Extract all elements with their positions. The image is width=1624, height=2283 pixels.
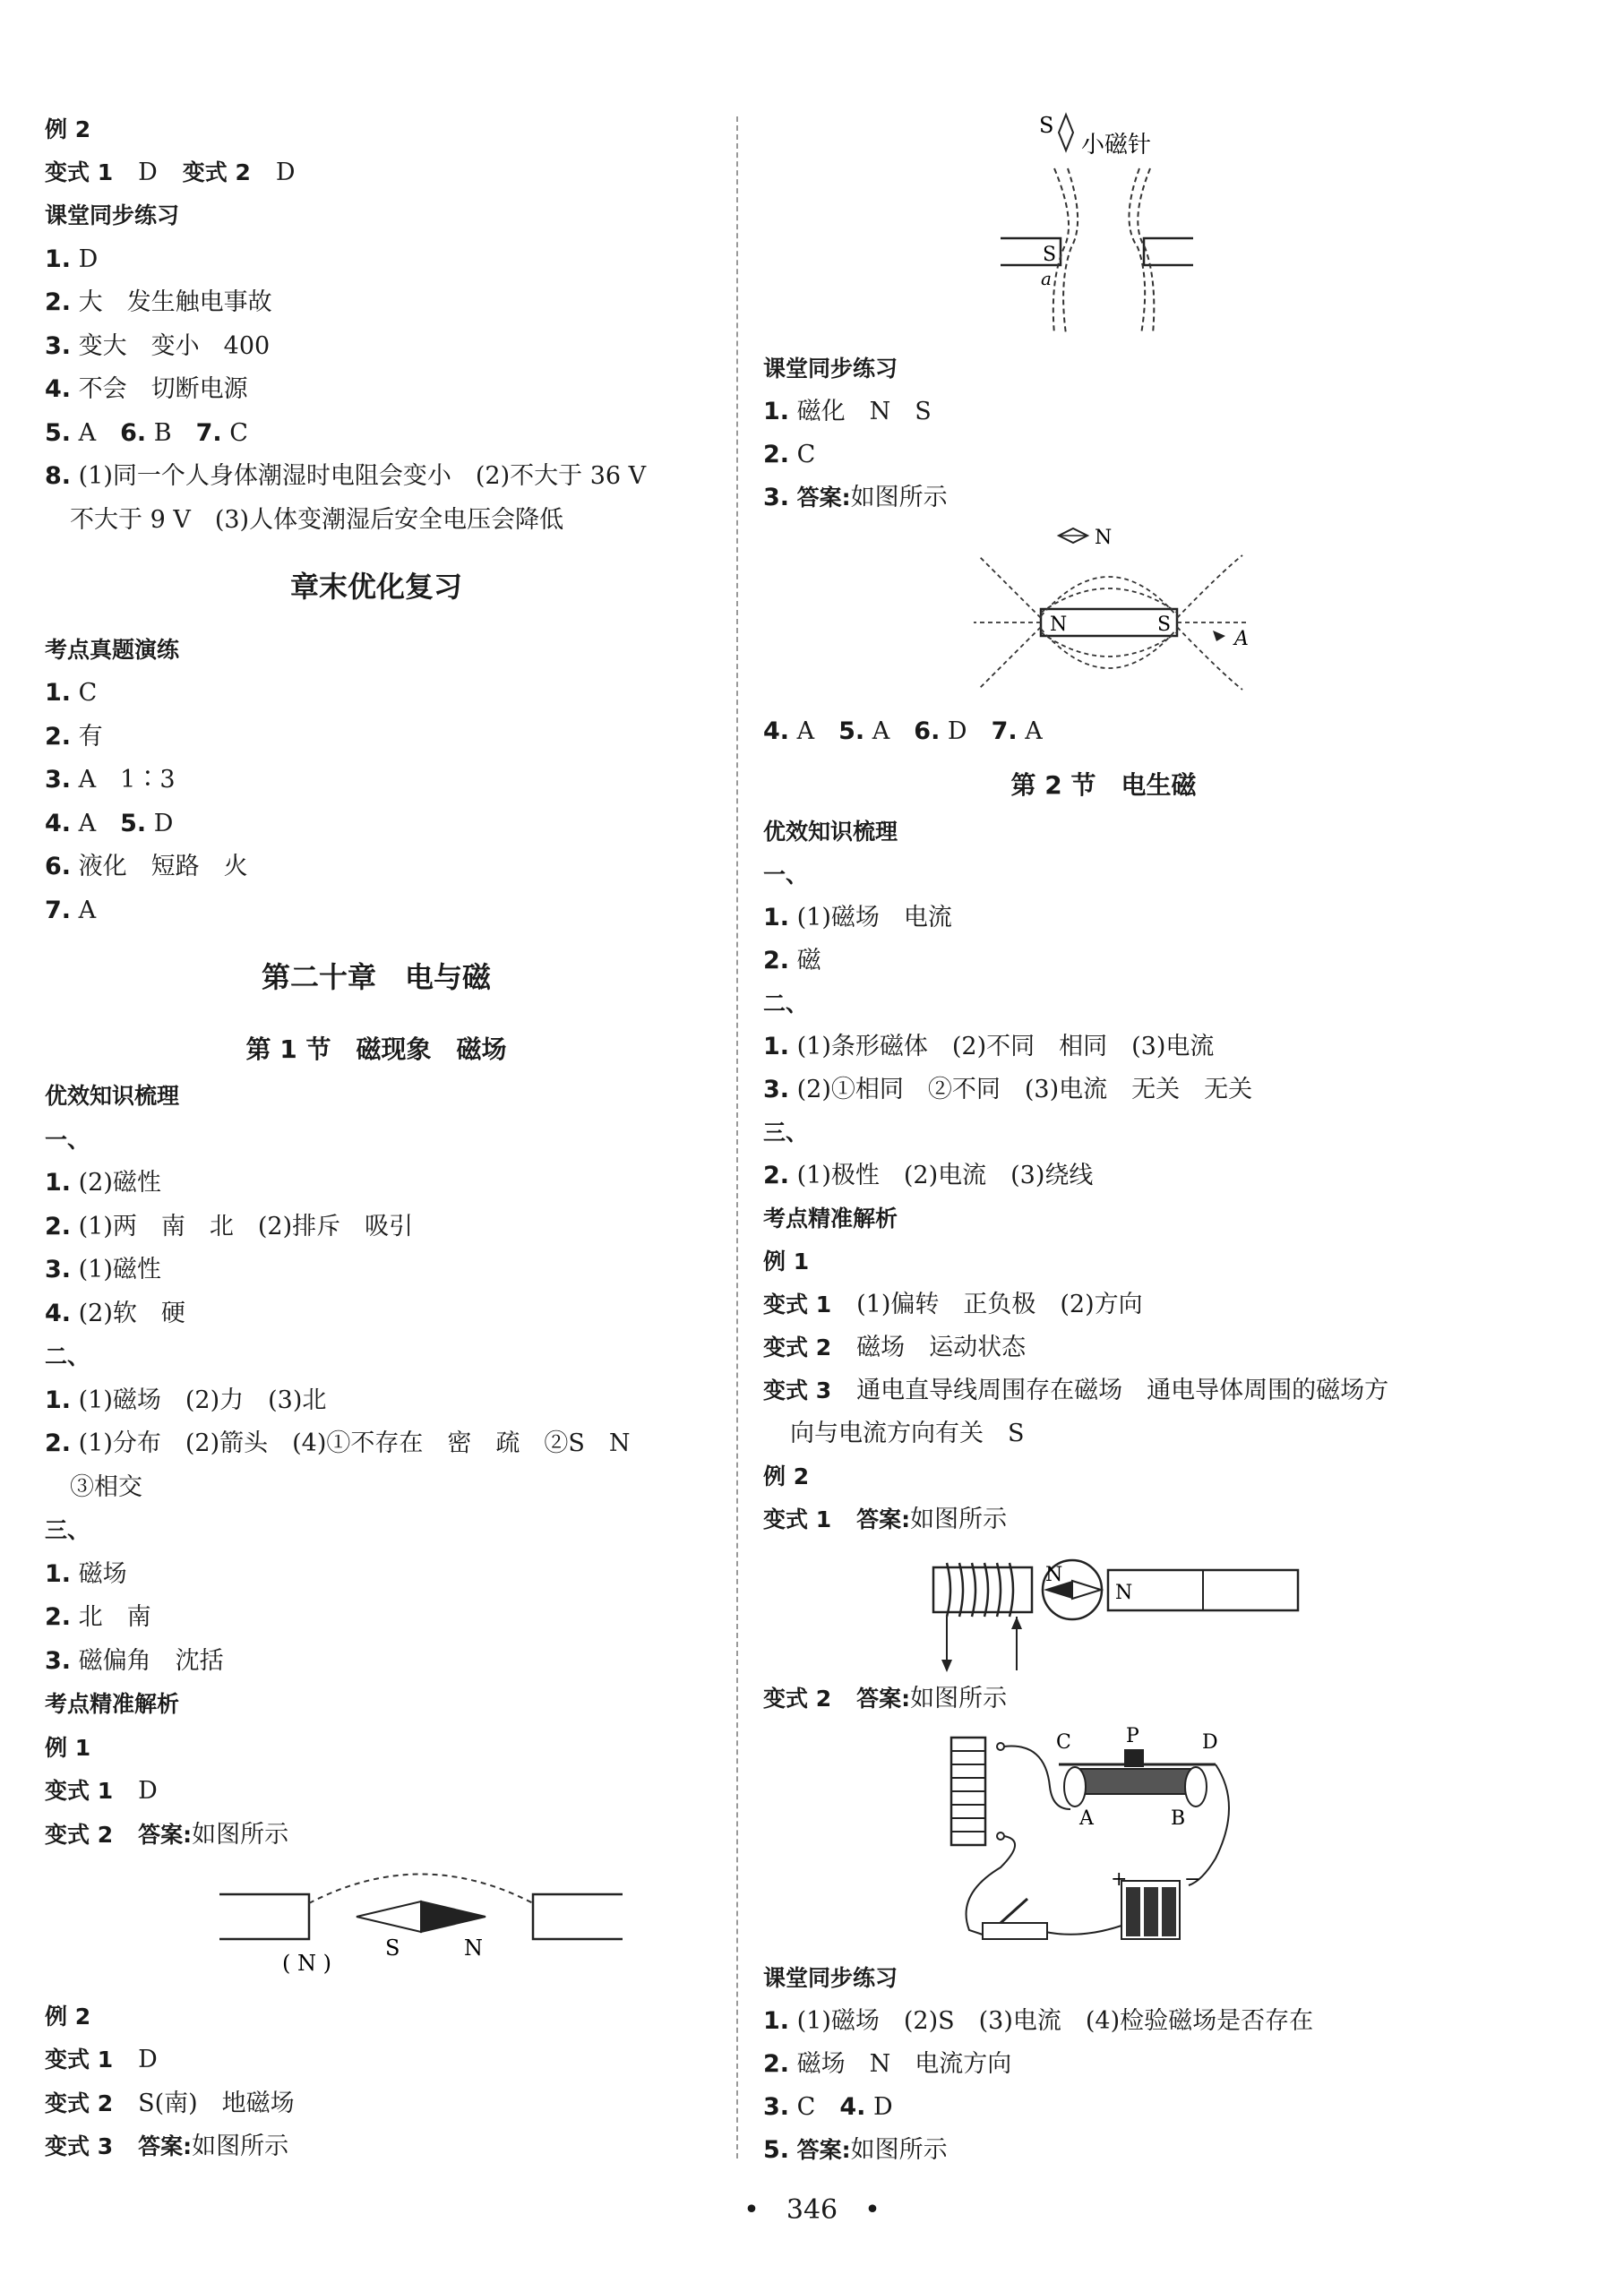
answer-line	[45, 2045, 158, 2075]
answer-text: 北 南	[78, 1603, 151, 1631]
answer-line	[763, 2006, 1313, 2037]
current-arrow	[1011, 1617, 1022, 1629]
part-marker-text: 一、	[45, 1127, 90, 1153]
question-number: 3.	[763, 1076, 790, 1103]
answer-label: 答案:	[138, 1822, 193, 1848]
answer-text: 磁场 N 电流方向	[796, 2050, 1012, 2078]
answer-text: 大 发生触电事故	[78, 288, 272, 316]
answer-text: D	[138, 2046, 158, 2073]
answer-text: 如图所示	[850, 484, 948, 511]
answer-label: 答案:	[796, 2137, 851, 2163]
answer-text: D	[947, 717, 967, 745]
question-number: 2.	[45, 723, 72, 751]
variant-label: 变式 1	[45, 1778, 114, 1804]
answer-line	[45, 331, 270, 362]
answer-line	[45, 374, 248, 405]
example-2-label: 例 2	[45, 2004, 91, 2030]
question-number: 6.	[45, 853, 72, 880]
answer-line	[45, 288, 272, 318]
needle-s-label: S	[385, 1935, 400, 1961]
variant-label: 变式 2	[45, 2090, 114, 2116]
answer-text: D	[138, 159, 158, 186]
answer-text: C	[796, 441, 816, 468]
answer-text: 如图所示	[910, 1506, 1008, 1533]
answer-text: 变大 变小 400	[78, 332, 271, 360]
answer-line	[45, 461, 646, 492]
page-number-text: 346	[786, 2194, 838, 2226]
answer-line	[763, 397, 932, 427]
section-heading-text: 考点真题演练	[45, 637, 180, 663]
magnet-compass-figure	[215, 1867, 627, 1975]
answer-line	[763, 1333, 1026, 1363]
question-number: 4.	[839, 2093, 866, 2121]
variant-label: 变式 3	[45, 2133, 114, 2159]
magnet-s-label: S	[1157, 614, 1172, 636]
slider-p-label: P	[1126, 1725, 1139, 1747]
part-marker	[763, 1118, 808, 1148]
answer-line	[763, 717, 1043, 747]
question-number: 2.	[763, 1162, 790, 1189]
column-divider	[736, 116, 738, 2159]
answer-text: 向与电流方向有关 S	[790, 1420, 1025, 1447]
battery-cell	[1144, 1887, 1158, 1936]
magnet-n-label: N	[1050, 614, 1068, 636]
answer-text: A	[78, 897, 97, 924]
answer-text: (1)条形磁体 (2)不同 相同 (3)电流	[796, 1033, 1215, 1060]
small-compass-figure	[996, 106, 1265, 339]
answer-text: D	[78, 245, 99, 273]
answer-text: 液化 短路 火	[78, 853, 248, 880]
section-heading	[763, 1204, 898, 1234]
bar-magnet-field-figure	[969, 519, 1274, 708]
variant-label: 变式 1	[45, 2047, 114, 2073]
terminal-a-label: A	[1079, 1807, 1094, 1830]
chapter-review-title: 章末优化复习	[289, 570, 462, 604]
answer-text: A	[1025, 717, 1043, 745]
answer-text: 磁化 N S	[796, 398, 932, 425]
question-number: 7.	[195, 419, 222, 447]
question-number: 5.	[838, 717, 865, 745]
question-number: 8.	[45, 462, 72, 490]
question-number: 2.	[763, 2050, 790, 2078]
answer-text: D	[872, 2093, 893, 2121]
needle-n-label: N	[464, 1935, 483, 1961]
answer-line	[763, 440, 815, 470]
part-marker	[763, 860, 808, 890]
answer-line	[70, 505, 563, 536]
magnet-pole-caption: ( N )	[282, 1951, 331, 1975]
needle-south-half	[357, 1901, 421, 1932]
answer-line	[45, 1820, 288, 1850]
answer-text: (1)两 南 北 (2)排斥 吸引	[78, 1213, 414, 1240]
section-heading-text: 优效知识梳理	[45, 1083, 180, 1109]
answer-line	[45, 1646, 224, 1677]
compass-n-label: N	[1045, 1564, 1063, 1586]
answer-line	[45, 1255, 161, 1285]
part-marker	[45, 1342, 90, 1372]
question-number: 1.	[45, 1560, 72, 1588]
answer-text: (1)磁性	[78, 1256, 161, 1283]
section-heading-text: 课堂同步练习	[45, 202, 180, 228]
right-magnet-shape	[533, 1894, 623, 1939]
answer-line	[45, 418, 248, 449]
answer-text: (2)磁性	[78, 1169, 161, 1197]
rheostat-end	[1185, 1767, 1207, 1807]
point-a-label: A	[1234, 628, 1249, 650]
point-a-marker	[1213, 631, 1225, 641]
question-number: 3.	[45, 1647, 72, 1675]
answer-line	[763, 2135, 948, 2166]
section-title: 第 1 节 磁现象 磁场	[245, 1034, 507, 1064]
answer-label: 答案:	[796, 485, 851, 511]
compass-s-label: S	[1039, 113, 1054, 138]
question-number: 3.	[45, 332, 72, 360]
answer-text: 不大于 9 V (3)人体变潮湿后安全电压会降低	[70, 506, 564, 534]
section-heading-text: 优效知识梳理	[763, 819, 898, 845]
answer-line	[763, 1684, 1007, 1714]
answer-line	[763, 1032, 1214, 1062]
answer-line	[763, 1376, 1388, 1406]
answer-line	[763, 1505, 1007, 1535]
answer-text: 磁	[796, 947, 821, 974]
answer-line	[45, 1602, 151, 1633]
terminal	[997, 1832, 1004, 1840]
section-heading	[763, 354, 898, 384]
answer-text: 磁偏角 沈括	[78, 1647, 224, 1675]
answer-text: 磁场 运动状态	[856, 1334, 1027, 1361]
answer-line	[45, 852, 248, 882]
answer-text: (1)分布 (2)箭头 (4)①不存在 密 疏 ②S N	[78, 1429, 631, 1457]
answer-line	[45, 896, 96, 926]
answer-line	[45, 2089, 295, 2119]
terminal	[997, 1743, 1004, 1750]
switch-base	[983, 1923, 1047, 1939]
answer-text: 如图所示	[192, 1821, 289, 1849]
question-number: 2.	[45, 1429, 72, 1457]
question-number: 1.	[45, 1169, 72, 1197]
part-marker-text: 二、	[763, 991, 809, 1017]
small-compass-caption: 小磁针	[1081, 132, 1152, 159]
answer-line	[763, 483, 948, 513]
question-number: 4.	[763, 717, 790, 745]
compass-n-label: N	[1095, 527, 1113, 549]
answer-line	[763, 946, 821, 976]
variant-label: 变式 1	[763, 1506, 832, 1532]
answer-line	[45, 678, 97, 708]
answer-label: 答案:	[856, 1506, 911, 1532]
variant-label: 变式 2	[763, 1335, 832, 1360]
point-a-label: a	[1041, 268, 1052, 289]
question-number: 1.	[763, 1033, 790, 1060]
question-number: 5.	[763, 2136, 790, 2164]
answer-text: C	[796, 2093, 816, 2121]
answer-text: C	[229, 419, 248, 447]
answer-text: (2)软 硬	[78, 1300, 185, 1327]
part-marker-text: 一、	[763, 862, 809, 888]
question-number: 6.	[120, 419, 147, 447]
example-label	[763, 1247, 809, 1277]
section-heading-text: 课堂同步练习	[763, 1965, 898, 1991]
section-heading-text: 考点精准解析	[45, 1691, 180, 1717]
variant-label: 变式 3	[763, 1378, 832, 1403]
answer-text: 如图所示	[192, 2133, 289, 2160]
variant-label: 变式 2	[45, 1822, 114, 1848]
answer-text: (2)①相同 ②不同 (3)电流 无关 无关	[796, 1076, 1253, 1103]
page-number: • 346 •	[743, 2194, 881, 2226]
answer-text: S(南) 地磁场	[138, 2090, 295, 2117]
current-arrow	[941, 1660, 952, 1672]
question-number: 4.	[45, 810, 72, 837]
field-line	[1129, 168, 1145, 334]
example-2-label: 例 2	[45, 116, 91, 142]
variant-label: 变式 1	[763, 1292, 832, 1317]
answer-text: 如图所示	[850, 2136, 948, 2164]
question-number: 1.	[45, 1386, 72, 1414]
variant-label: 变式 2	[763, 1686, 832, 1712]
answer-text: B	[153, 419, 172, 447]
answer-text: D	[153, 810, 174, 837]
answer-line	[763, 2049, 1011, 2080]
answer-line	[45, 1429, 631, 1459]
question-number: 1.	[763, 2007, 790, 2035]
answer-text: D	[275, 159, 296, 186]
variant-label: 变式 2	[182, 159, 251, 185]
example-1-label: 例 1	[45, 1735, 91, 1761]
question-number: 7.	[45, 897, 72, 924]
answer-line	[45, 809, 173, 839]
battery-cell	[1162, 1887, 1176, 1936]
answer-line	[763, 903, 952, 933]
rheostat-slider	[1124, 1749, 1144, 1767]
answer-text: (1)极性 (2)电流 (3)绕线	[796, 1162, 1094, 1189]
right-magnet-shape	[1144, 238, 1193, 265]
rheostat-end	[1064, 1767, 1086, 1807]
battery-cell	[1126, 1887, 1140, 1936]
compass-needle	[1059, 115, 1073, 150]
section-heading-text: 考点精准解析	[763, 1206, 898, 1232]
wire	[1045, 1926, 1121, 1935]
part-marker-text: 二、	[45, 1343, 90, 1369]
field-line	[1063, 168, 1078, 334]
answer-text: (1)磁场 (2)力 (3)北	[78, 1386, 327, 1414]
section-heading	[45, 1689, 179, 1720]
question-number: 1.	[763, 904, 790, 931]
answer-line	[763, 2092, 893, 2123]
answer-line	[45, 722, 103, 752]
section-heading	[45, 1081, 179, 1111]
example-1-label: 例 1	[763, 1249, 810, 1275]
part-marker-text: 三、	[763, 1120, 809, 1146]
question-number: 4.	[45, 1300, 72, 1327]
answer-label: 答案:	[856, 1686, 911, 1712]
answer-line	[45, 1776, 158, 1807]
terminal-d-label: D	[1202, 1731, 1218, 1754]
terminal-b-label: B	[1171, 1807, 1186, 1830]
section-heading	[763, 1963, 898, 1994]
answer-text: (1)同一个人身体潮湿时电阻会变小 (2)不大于 36 V	[78, 462, 647, 490]
question-number: 2.	[763, 441, 790, 468]
example-label	[45, 1733, 90, 1764]
question-number: 2.	[45, 1603, 72, 1631]
battery-minus-label: −	[1184, 1868, 1201, 1891]
question-number: 3.	[45, 1256, 72, 1283]
question-number: 5.	[45, 419, 72, 447]
example-2-label: 例 2	[763, 1463, 810, 1489]
chapter-title: 第二十章 电与磁	[261, 960, 491, 994]
part-marker	[45, 1515, 90, 1546]
answer-text: A	[78, 810, 97, 837]
magnet-n-label: N	[1115, 1582, 1133, 1604]
answer-line	[763, 1161, 1093, 1191]
question-number: 6.	[914, 717, 941, 745]
part-marker	[763, 989, 808, 1019]
answer-text: 如图所示	[910, 1685, 1008, 1712]
answer-text: (1)偏转 正负极 (2)方向	[856, 1291, 1143, 1318]
answer-line	[45, 1559, 127, 1590]
answer-line	[45, 1299, 185, 1329]
question-number: 1.	[45, 245, 72, 273]
section-heading	[763, 817, 898, 847]
field-line	[1138, 168, 1154, 334]
terminal-c-label: C	[1056, 1731, 1071, 1754]
answer-text: 磁场	[78, 1560, 127, 1588]
section-heading-text: 课堂同步练习	[763, 356, 898, 382]
answer-text: C	[78, 679, 98, 707]
section-heading	[45, 635, 179, 665]
question-number: 5.	[120, 810, 147, 837]
circuit-rheostat-figure	[947, 1724, 1296, 1948]
rheostat-coil	[1077, 1769, 1193, 1794]
question-number: 1.	[45, 679, 72, 707]
answer-line	[45, 765, 176, 795]
part-marker	[45, 1125, 90, 1155]
switch-lever	[1001, 1899, 1027, 1923]
answer-text: A 1∶3	[78, 766, 176, 794]
answer-text: D	[138, 1777, 158, 1805]
question-number: 2.	[45, 1213, 72, 1240]
answer-line	[45, 158, 296, 188]
answer-text: ③相交	[70, 1473, 142, 1501]
left-magnet-shape	[219, 1894, 309, 1939]
answer-label: 答案:	[138, 2133, 193, 2159]
answer-line	[70, 1472, 142, 1503]
question-number: 3.	[763, 2093, 790, 2121]
section-title: 第 2 节 电生磁	[1010, 770, 1197, 800]
question-number: 3.	[45, 766, 72, 794]
answer-line	[790, 1419, 1025, 1449]
part-marker-text: 三、	[45, 1517, 90, 1543]
battery-plus-label: +	[1111, 1868, 1128, 1891]
question-number: 2.	[45, 288, 72, 316]
answer-text: A	[796, 717, 815, 745]
answer-line	[45, 1212, 413, 1242]
answer-text: 通电直导线周围存在磁场 通电导体周围的磁场方	[856, 1377, 1389, 1404]
answer-text: A	[78, 419, 97, 447]
wire	[967, 1836, 1016, 1935]
question-number: 4.	[45, 375, 72, 403]
variant-label: 变式 1	[45, 159, 114, 185]
field-line	[309, 1875, 533, 1904]
answer-line	[763, 1075, 1252, 1105]
wire	[1004, 1747, 1070, 1809]
solenoid-compass-figure	[929, 1554, 1305, 1679]
answer-line	[763, 1290, 1143, 1320]
answer-line	[45, 1168, 161, 1198]
answer-line	[45, 1386, 326, 1416]
question-number: 3.	[763, 484, 790, 511]
example-label	[45, 2002, 90, 2032]
example-label	[45, 115, 90, 145]
question-number: 7.	[991, 717, 1018, 745]
answer-text: (1)磁场 电流	[796, 904, 952, 931]
answer-text: A	[872, 717, 890, 745]
answer-text: 有	[78, 723, 103, 751]
section-heading	[45, 201, 179, 231]
question-number: 2.	[763, 947, 790, 974]
answer-line	[45, 2132, 288, 2162]
magnet-s-label: S	[1043, 244, 1057, 266]
answer-line	[45, 245, 98, 275]
question-number: 1.	[763, 398, 790, 425]
needle-north-half	[421, 1901, 485, 1932]
answer-text: (1)磁场 (2)S (3)电流 (4)检验磁场是否存在	[796, 2007, 1314, 2035]
answer-text: 不会 切断电源	[78, 375, 248, 403]
example-label	[763, 1462, 809, 1492]
